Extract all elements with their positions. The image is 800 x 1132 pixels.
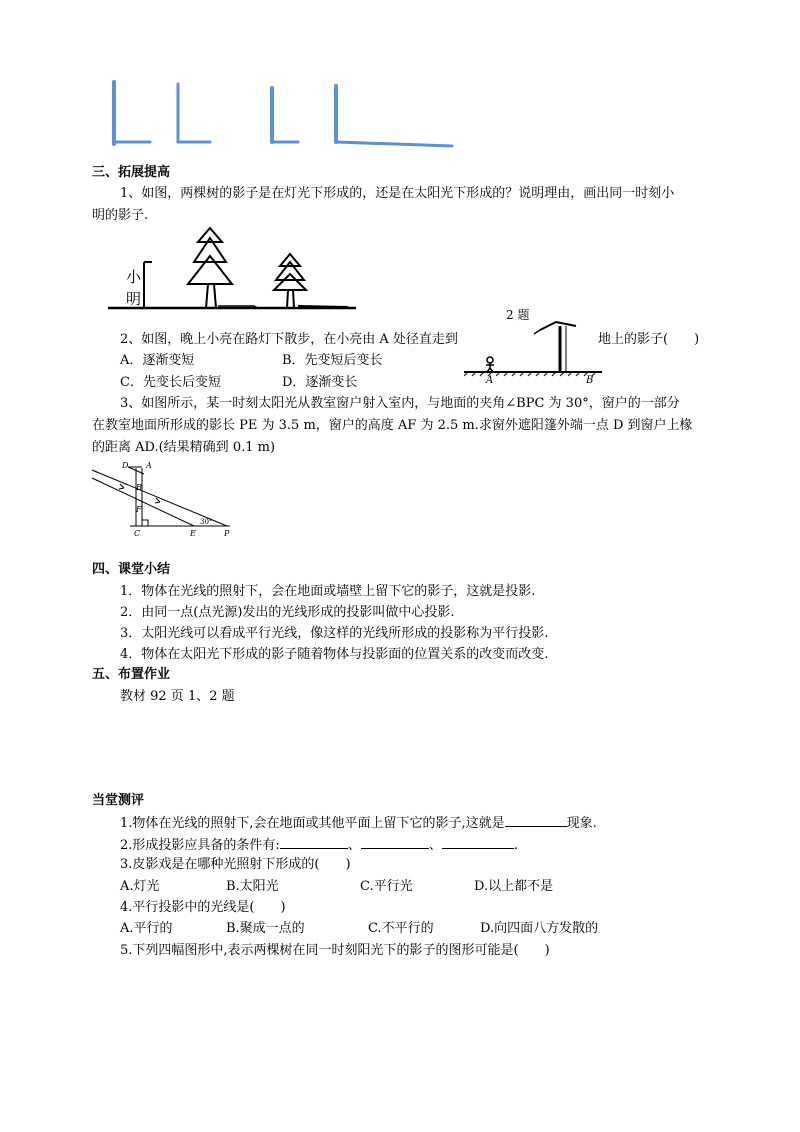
q3-text-line-1: 3、如图所示，某一时刻太阳光从教室窗户射入室内，与地面的夹角∠BPC 为 30°，窗户的一部分 bbox=[120, 396, 680, 411]
quiz-q5-text: 5.下列四幅图形中,表示两棵树在同一时刻阳光下的影子的图形可能是( ) bbox=[120, 943, 550, 958]
section-5-heading: 五、布置作业 bbox=[92, 667, 171, 682]
quiz-q4-text: 4.平行投影中的光线是( ) bbox=[120, 900, 286, 915]
top-shadow-figure bbox=[100, 76, 460, 154]
quiz-q3-option-d: D.以上都不是 bbox=[474, 879, 554, 894]
trees-figure bbox=[108, 224, 358, 316]
q2-option-a: A．逐渐变短 bbox=[120, 353, 195, 368]
quiz-q1-end: 现象. bbox=[566, 816, 597, 831]
quiz-q2-blank-3[interactable] bbox=[442, 836, 514, 849]
quiz-q4-option-b: B.聚成一点的 bbox=[226, 921, 305, 936]
quiz-q3-text: 3.皮影戏是在哪种光照射下形成的( ) bbox=[120, 857, 351, 872]
xiaoming-label: 小明 bbox=[126, 268, 142, 308]
q2-text-right: 地上的影子( ) bbox=[598, 332, 700, 347]
quiz-q2-blank-1[interactable] bbox=[280, 836, 348, 849]
q2-fig-label-a: A bbox=[486, 375, 494, 386]
quiz-q1 bbox=[120, 814, 597, 833]
quiz-q4-option-c: C.不平行的 bbox=[368, 921, 434, 936]
homework-text: 教材 92 页 1、2 题 bbox=[120, 689, 235, 704]
q2-fig-label-b: B bbox=[586, 375, 594, 386]
summary-item-2: 2．由同一点(点光源)发出的光线形成的投影叫做中心投影. bbox=[120, 605, 455, 620]
quiz-q3-option-b: B.太阳光 bbox=[226, 879, 279, 894]
quiz-q3-option-c: C.平行光 bbox=[360, 879, 413, 894]
q2-option-b: B．先变短后变长 bbox=[282, 353, 383, 368]
summary-item-1: 1．物体在光线的照射下，会在地面或墙壁上留下它的影子，这就是投影. bbox=[120, 584, 536, 599]
q1-text-line-1: 1、如图，两棵树的影子是在灯光下形成的，还是在太阳光下形成的？说明理由，画出同一时刻小 bbox=[120, 186, 675, 201]
quiz-q4-option-d: D.向四面八方发散的 bbox=[480, 921, 599, 936]
q2-option-d: D．逐渐变长 bbox=[282, 375, 358, 390]
q2-option-c: C．先变长后变短 bbox=[120, 375, 221, 390]
quiz-q2 bbox=[120, 836, 518, 855]
q2-text-left: 2、如图，晚上小亮在路灯下散步，在小亮由 A 处径直走到 bbox=[120, 332, 458, 347]
q2-caption: 2 题 bbox=[506, 308, 530, 322]
quiz-q3-option-a: A.灯光 bbox=[120, 879, 160, 894]
q3-label-d: D bbox=[122, 461, 129, 470]
q3-text-line-3: 的距离 AD.(结果精确到 0.1 m) bbox=[92, 440, 276, 455]
quiz-q2-blank-2[interactable] bbox=[361, 836, 429, 849]
quiz-q1-blank[interactable] bbox=[505, 814, 567, 827]
section-3-heading: 三、拓展提高 bbox=[92, 165, 171, 180]
q3-label-e: E bbox=[190, 529, 196, 538]
summary-item-4: 4．物体在太阳光下形成的影子随着物体与投影面的位置关系的改变而改变. bbox=[120, 647, 549, 662]
q3-label-f: F bbox=[136, 505, 142, 514]
q3-label-angle: 30° bbox=[200, 518, 213, 526]
q3-label-b: B bbox=[136, 483, 142, 492]
quiz-q2-text: 2.形成投影应具备的条件有: bbox=[120, 838, 280, 853]
section-4-heading: 四、课堂小结 bbox=[92, 562, 171, 577]
q1-text-line-2: 明的影子. bbox=[92, 208, 149, 223]
window-sunlight-figure bbox=[90, 458, 240, 540]
quiz-q4-option-a: A.平行的 bbox=[120, 921, 173, 936]
summary-item-3: 3．太阳光线可以看成平行光线，像这样的光线所形成的投影称为平行投影. bbox=[120, 626, 549, 641]
quiz-q2-sep-2: 、 bbox=[428, 838, 442, 853]
q3-text-line-2: 在教室地面所形成的影长 PE 为 3.5 m，窗户的高度 AF 为 2.5 m.求窗外遮阳篷外端一点 D 到窗户上椽 bbox=[92, 418, 693, 433]
quiz-heading: 当堂测评 bbox=[92, 793, 145, 808]
quiz-q1-text: 1.物体在光线的照射下,会在地面或其他平面上留下它的影子,这就是 bbox=[120, 816, 505, 831]
streetlamp-figure bbox=[464, 320, 604, 386]
q3-label-p: P bbox=[224, 529, 230, 538]
q3-label-a: A bbox=[146, 461, 152, 470]
quiz-q2-end: . bbox=[513, 838, 518, 853]
quiz-q2-sep-1: 、 bbox=[347, 838, 361, 853]
q3-label-c: C bbox=[134, 529, 141, 538]
